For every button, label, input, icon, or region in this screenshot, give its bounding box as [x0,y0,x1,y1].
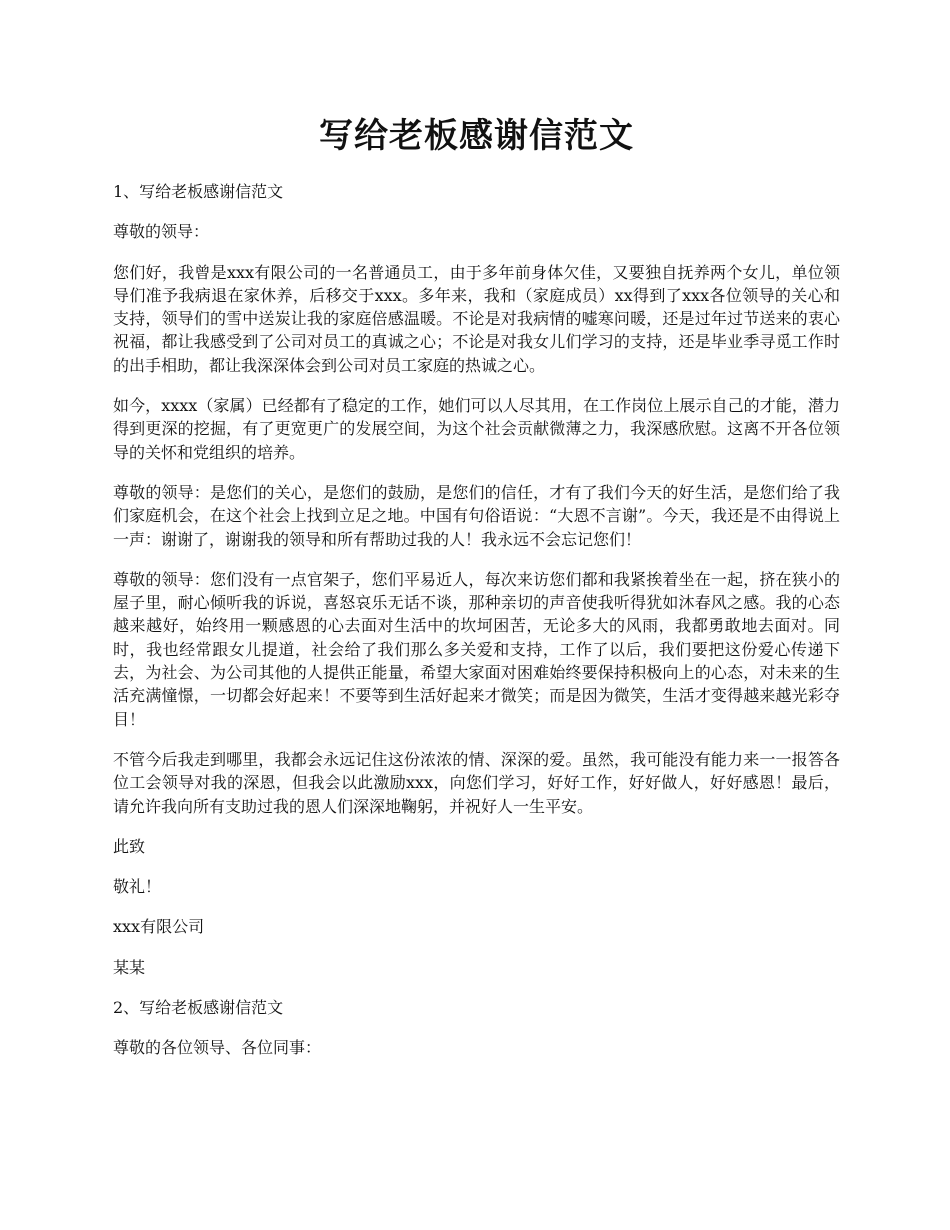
document-body [113,180,840,1077]
body-paragraph: 尊敬的领导：您们没有一点官架子，您们平易近人，每次来访您们都和我紧挨着坐在一起，挤在狭小的屋子里，耐心倾听我的诉说，喜怒哀乐无话不谈，那种亲切的声音使我听得犹如沐春风之感。我的心态越来越好，始终用一颗感恩的心去面对生活中的坎坷困苦，无论多大的风雨，我都勇敢地去面对。同时，我也经常跟女儿提道，社会给了我们那么多关爱和支持，工作了以后，我们要把这份爱心传递下去，为社会、为公司其他的人提供正能量，希望大家面对困难始终要保持积极向上的心态，对未来的生活充满憧憬，一切都会好起来！不要等到生活好起来才微笑；而是因为微笑，生活才变得越来越光彩夺目！ [113,569,840,729]
body-paragraph: 不管今后我走到哪里，我都会永远记住这份浓浓的情、深深的爱。虽然，我可能没有能力来一一报答各位工会领导对我的深恩，但我会以此激励xxx，向您们学习，好好工作，好好做人，好好感恩！最后，请允许我向所有支助过我的恩人们深深地鞠躬，并祝好人一生平安。 [113,749,840,816]
signature-company: xxx有限公司 [113,917,205,937]
body-paragraph: 尊敬的领导：是您们的关心，是您们的鼓励，是您们的信任，才有了我们今天的好生活，是您们给了我们家庭机会，在这个社会上找到立足之地。中国有句俗语说：“大恩不言谢”。今天，我还是不由得说上一声：谢谢了，谢谢我的领导和所有帮助过我的人！我永远不会忘记您们！ [113,482,840,549]
document-title: 写给老板感谢信范文 [319,116,634,156]
body-paragraph: 您们好，我曾是xxx有限公司的一名普通员工，由于多年前身体欠佳，又要独自抚养两个女儿，单位领导们准予我病退在家休养，后移交于xxx。多年来，我和（家庭成员）xx得到了xxx各位领导的关心和支持，领导们的雪中送炭让我的家庭倍感温暖。不论是对我病情的嘘寒问暖，还是过年过节送来的衷心祝福，都让我感受到了公司对员工的真诚之心；不论是对我女儿们学习的支持，还是毕业季寻觅工作时的出手相助，都让我深深体会到公司对员工家庭的热诚之心。 [113,262,840,375]
signature-name: 某某 [113,957,146,977]
salutation: 尊敬的领导： [113,222,210,242]
body-paragraph: 如今，xxxx（家属）已经都有了稳定的工作，她们可以人尽其用，在工作岗位上展示自己的才能，潜力得到更深的挖掘，有了更宽更广的发展空间，为这个社会贡献微薄之力，我深感欣慰。这离不开各位领导的关怀和党组织的培养。 [113,396,840,462]
closing-line: 此致 [113,836,146,856]
section-heading-1: 1、写给老板感谢信范文 [113,182,284,201]
closing-regards: 敬礼！ [113,877,162,897]
salutation: 尊敬的各位领导、各位同事： [113,1038,322,1058]
section-heading-2: 2、写给老板感谢信范文 [113,998,284,1018]
